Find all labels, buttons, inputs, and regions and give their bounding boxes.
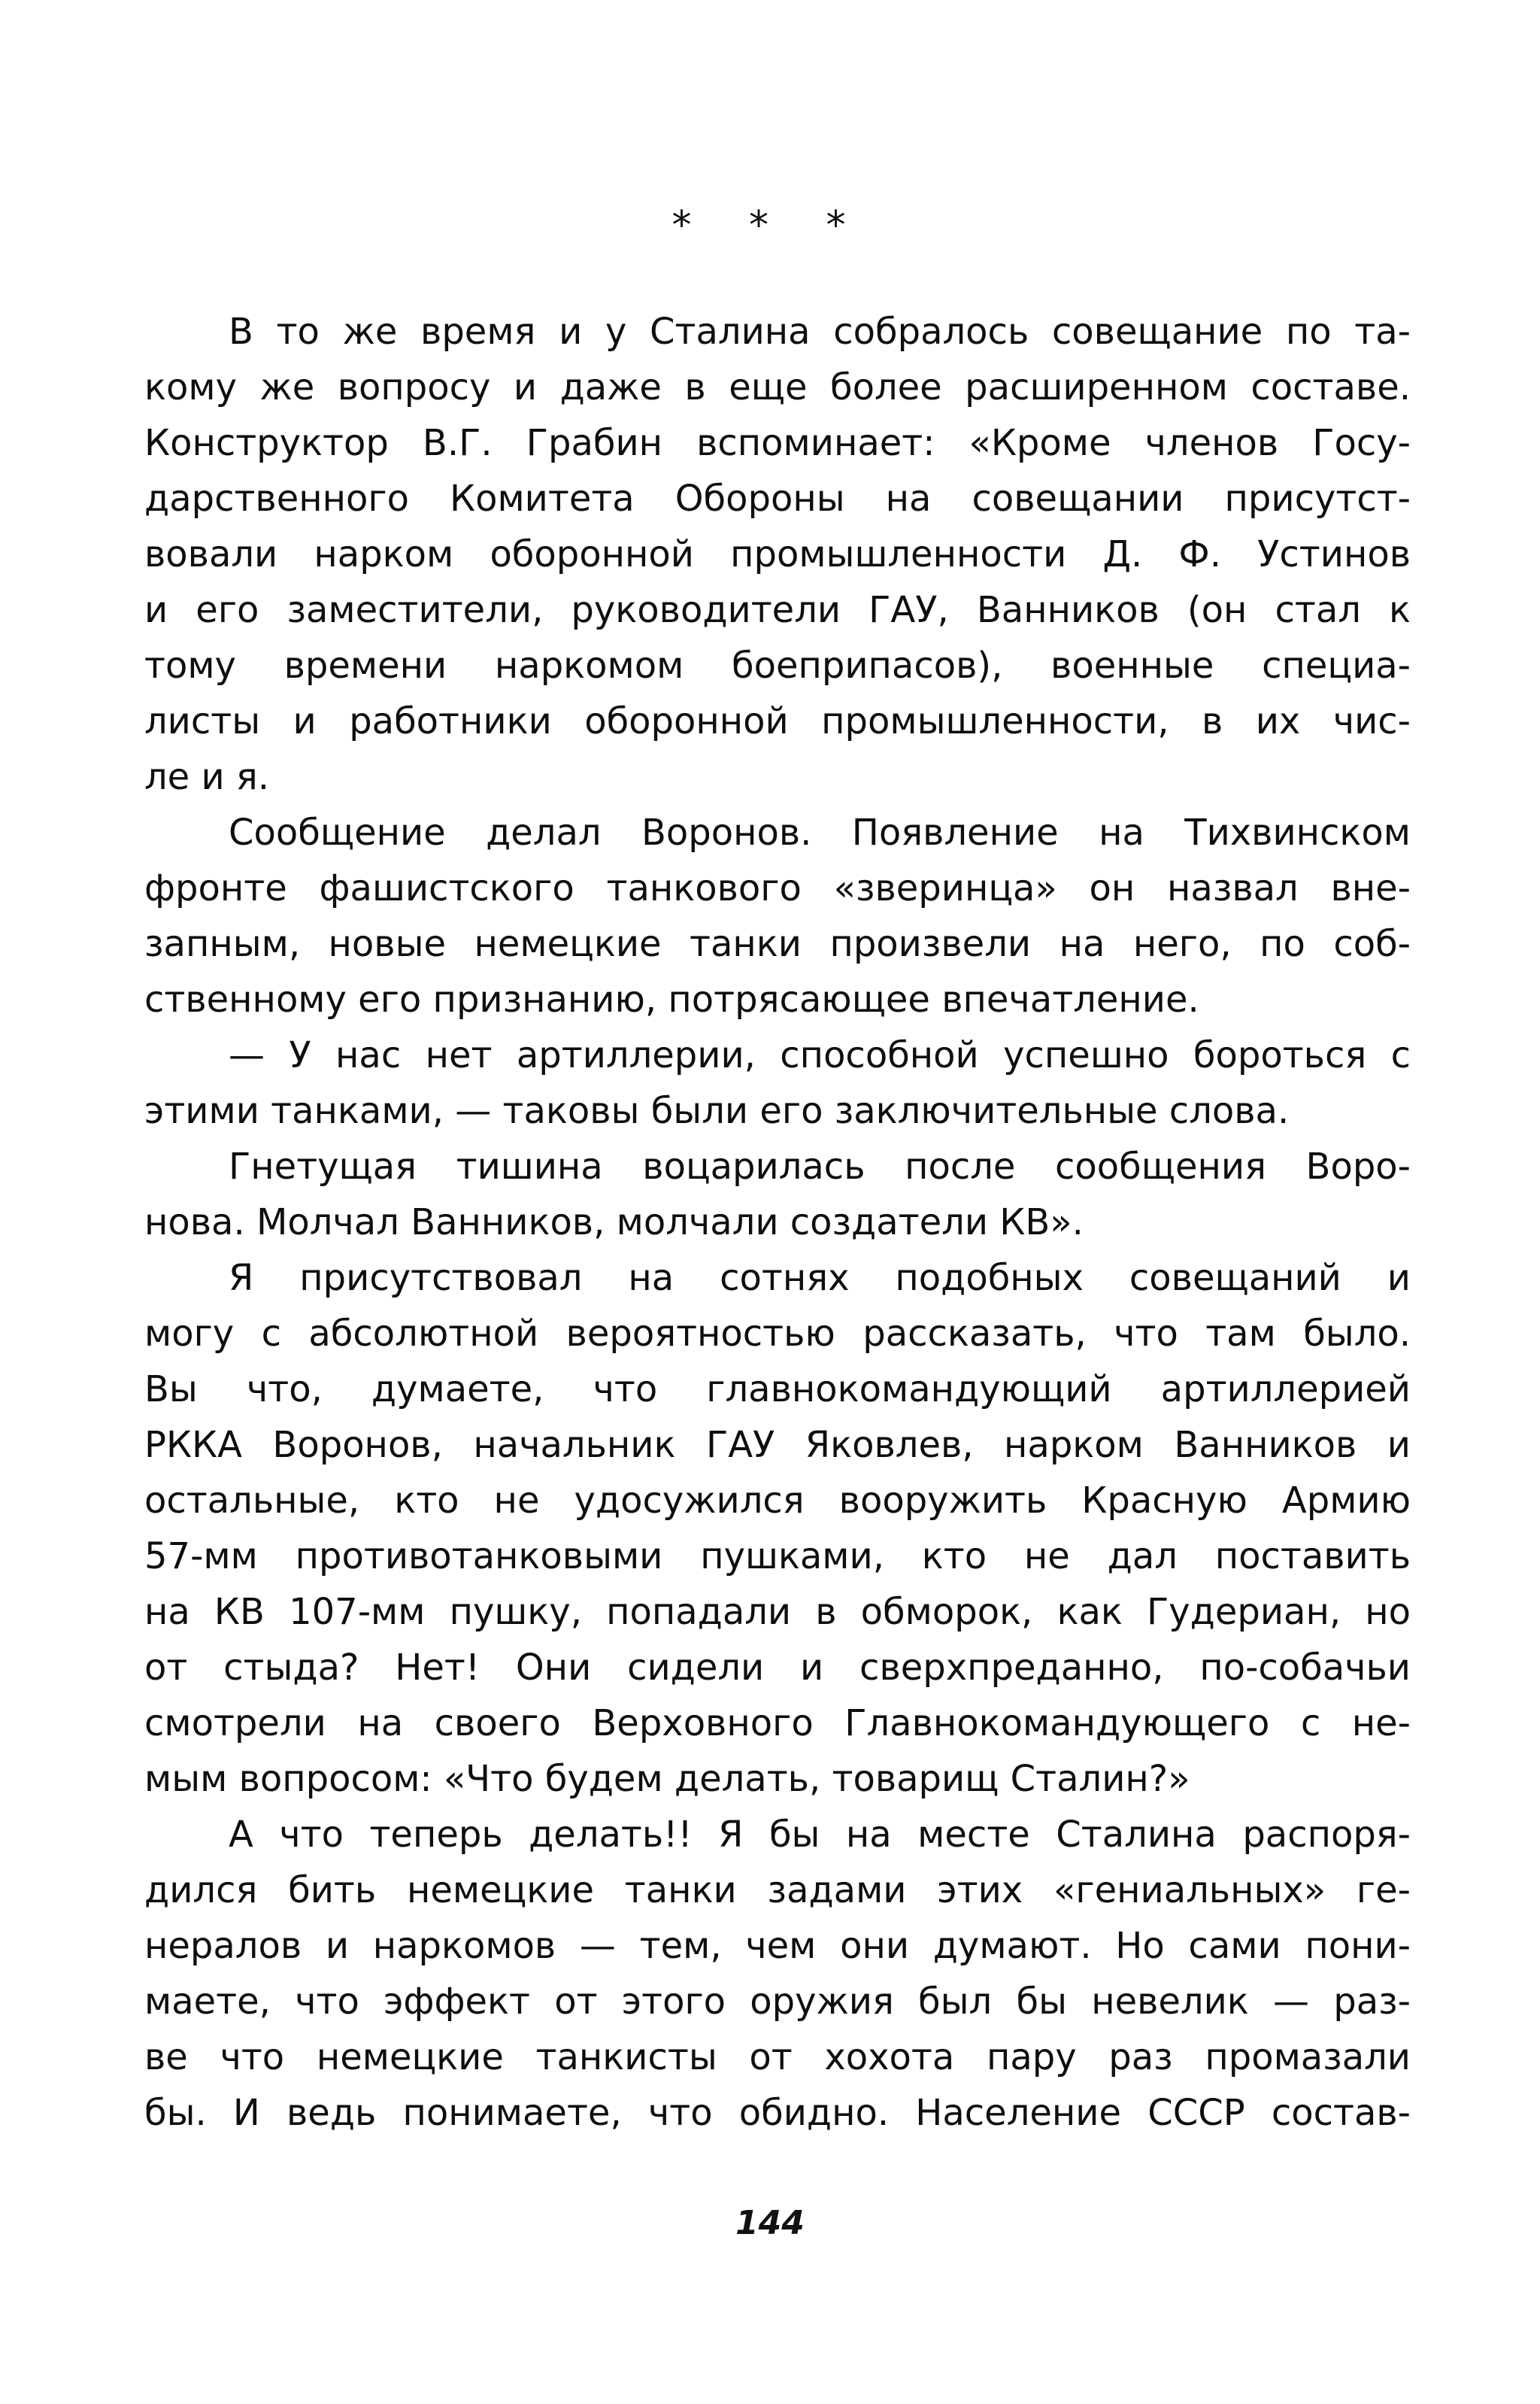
text-line: ле и я. [144,756,270,798]
text-line: маете, что эффект от этого оружия был бы невелик — раз- [144,1981,1411,2023]
text-line: вовали нарком оборонной промышленности Д. Ф. Устинов [144,533,1411,575]
text-line: дился бить немецкие танки задами этих «гениальных» ге- [144,1869,1411,1911]
text-line: фронте фашистского танкового «зверинца» он назвал вне- [144,867,1411,909]
text-line: Вы что, думаете, что главнокомандующий артиллерией [144,1368,1411,1410]
text-line: ве что немецкие танкисты от хохота пару раз промазали [144,2036,1411,2078]
paragraph [144,1250,1411,1807]
text-line: этими танками, — таковы были его заключительные слова. [144,1090,1290,1132]
text-line: кому же вопросу и даже в еще более расширенном составе. [144,366,1411,408]
text-line: 57-мм противотанковыми пушками, кто не дал поставить [144,1535,1411,1577]
text-line: тому времени наркомом боеприпасов), военные специа- [144,645,1411,687]
paragraph [144,1027,1411,1139]
text-line: РККА Воронов, начальник ГАУ Яковлев, нарком Ванников и [144,1424,1411,1466]
text-line: нералов и наркомов — тем, чем они думают. Но сами пони- [144,1925,1411,1967]
paragraph [144,1139,1411,1250]
text-line: Я присутствовал на сотнях подобных совещаний и [229,1257,1411,1299]
paragraph [144,1807,1411,2141]
text-line: листы и работники оборонной промышленности, в их чис- [144,700,1411,742]
text-line: мым вопросом: «Что будем делать, товарищ Сталин?» [144,1758,1190,1800]
text-line: смотрели на своего Верховного Главнокомандующего с не- [144,1702,1411,1744]
text-line: от стыда? Нет! Они сидели и сверхпреданно, по-собачьи [144,1647,1411,1689]
text-line: бы. И ведь понимаете, что обидно. Население СССР состав- [144,2092,1411,2134]
section-separator: * * * [671,203,869,248]
text-line: А что теперь делать!! Я бы на месте Сталина распоря- [229,1814,1411,1856]
text-line: В то же время и у Сталина собралось совещание по та- [229,311,1411,353]
text-line: могу с абсолютной вероятностью рассказать, что там было. [144,1313,1411,1355]
text-line: дарственного Комитета Обороны на совещании присутст- [144,478,1411,520]
text-line: Конструктор В.Г. Грабин вспоминает: «Кроме членов Госу- [144,422,1411,464]
text-line: — У нас нет артиллерии, способной успешно бороться с [229,1034,1411,1076]
text-line: на КВ 107-мм пушку, попадали в обморок, как Гудериан, но [144,1591,1411,1633]
text-line: Гнетущая тишина воцарилась после сообщения Воро- [229,1146,1411,1188]
paragraph [144,304,1411,805]
text-line: нова. Молчал Ванников, молчали создатели КВ». [144,1201,1084,1243]
text-line: ственному его признанию, потрясающее впечатление. [144,979,1199,1021]
text-line: запным, новые немецкие танки произвели на него, по соб- [144,923,1411,965]
page-number: 144 [735,2204,805,2242]
text-line: Сообщение делал Воронов. Появление на Тихвинском [229,812,1411,854]
text-line: остальные, кто не удосужился вооружить Красную Армию [144,1480,1411,1522]
paragraph [144,805,1411,1027]
body-text [144,304,1411,2141]
text-line: и его заместители, руководители ГАУ, Ванников (он стал к [144,589,1411,631]
